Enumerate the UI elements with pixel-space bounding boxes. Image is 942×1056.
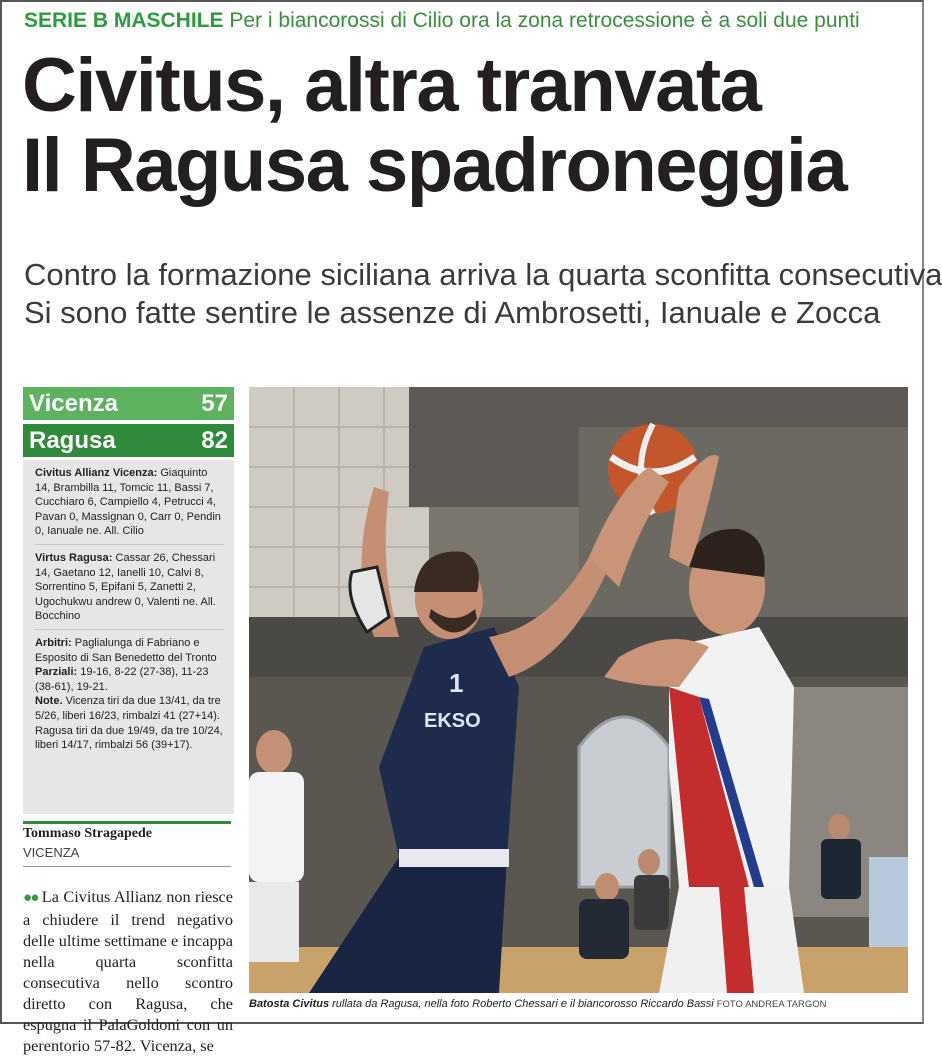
subheadline <box>24 256 942 332</box>
bullet-marker: ●● <box>23 890 38 906</box>
subhead-line-1: Contro la formazione siciliana arriva la quarta sconfitta consecutiva <box>24 257 942 292</box>
headline-line-2: Il Ragusa spadroneggia <box>22 123 847 208</box>
byline-divider <box>23 866 231 867</box>
article-body <box>23 886 233 1056</box>
civitus-lineup: Civitus Allianz Vicenza: Giaquinto 14, Brambilla 11, Tomcic 11, Bassi 7, Cucchiaro 6, Campiello 4, Petrucci 4, Pavan 0, Massignan 0, Carr 0, Pendin 0, Ianuale ne. All. Cilio <box>35 466 224 545</box>
jersey-number: 1 <box>449 668 464 698</box>
home-team-points: 57 <box>201 389 228 417</box>
author-name: Tommaso Stragapede <box>23 826 152 841</box>
subhead-line-2: Si sono fatte sentire le assenze di Ambrosetti, Ianuale e Zocca <box>24 295 881 330</box>
dateline-place: VICENZA <box>23 845 80 860</box>
kicker-text: Per i biancorossi di Cilio ora la zona retrocessione è a soli due punti <box>229 9 860 32</box>
match-notes: Arbitri: Paglialunga di Fabriano e Esposito di San Benedetto del Tronto Parziali: 19-16, 8-22 (27-38), 11-23 (38-61), 19-21. Note. Vicenza tiri da due 13/41, da tre 5/26, liberi 16/23, rimbalzi 41 (27+14). Ragusa tiri da due 19/49, da tre 10/24, liberi 14/17, rimbalzi 56 (39+17). <box>35 636 223 752</box>
section-tag: SERIE B MASCHILE <box>24 9 224 32</box>
photo-credit: FOTO ANDREA TARGON <box>716 999 827 1010</box>
score-row-away <box>23 424 234 457</box>
virtus-lineup: Virtus Ragusa: Cassar 26, Chessari 14, Gaetano 12, Ianelli 10, Calvi 8, Sorrentino 5, Epifani 5, Zanetti 2, Ugochukwu andrew 0, Valenti ne. All. Bocchino <box>35 551 224 630</box>
byline-rule <box>23 821 231 824</box>
article-text: La Civitus Allianz non riesce a chiudere il trend negativo delle ultime settimane e incappa nella quarta sconfitta consecutiva nello scontro diretto con Ragusa, che espugna il PalaGoldoni con un perentorio 57-82. Vicenza, se <box>23 887 233 1055</box>
match-stats <box>23 460 234 814</box>
jersey-text: EKSO <box>424 710 481 732</box>
away-team-name: Ragusa <box>29 426 116 454</box>
scorebox <box>23 387 234 814</box>
headline-line-1: Civitus, altra tranvata <box>22 43 761 128</box>
home-team-name: Vicenza <box>29 389 118 417</box>
score-row-home <box>23 387 234 420</box>
headline <box>22 43 847 208</box>
caption-text: rullata da Ragusa, nella foto Roberto Chessari e il biancorosso Riccardo Bassi <box>332 998 714 1010</box>
photo-illustration <box>249 387 908 993</box>
photo-caption <box>249 998 908 1010</box>
caption-bold: Batosta Civitus <box>249 998 330 1010</box>
kicker <box>24 9 860 33</box>
away-team-points: 82 <box>201 426 228 454</box>
article-photo <box>249 387 908 993</box>
